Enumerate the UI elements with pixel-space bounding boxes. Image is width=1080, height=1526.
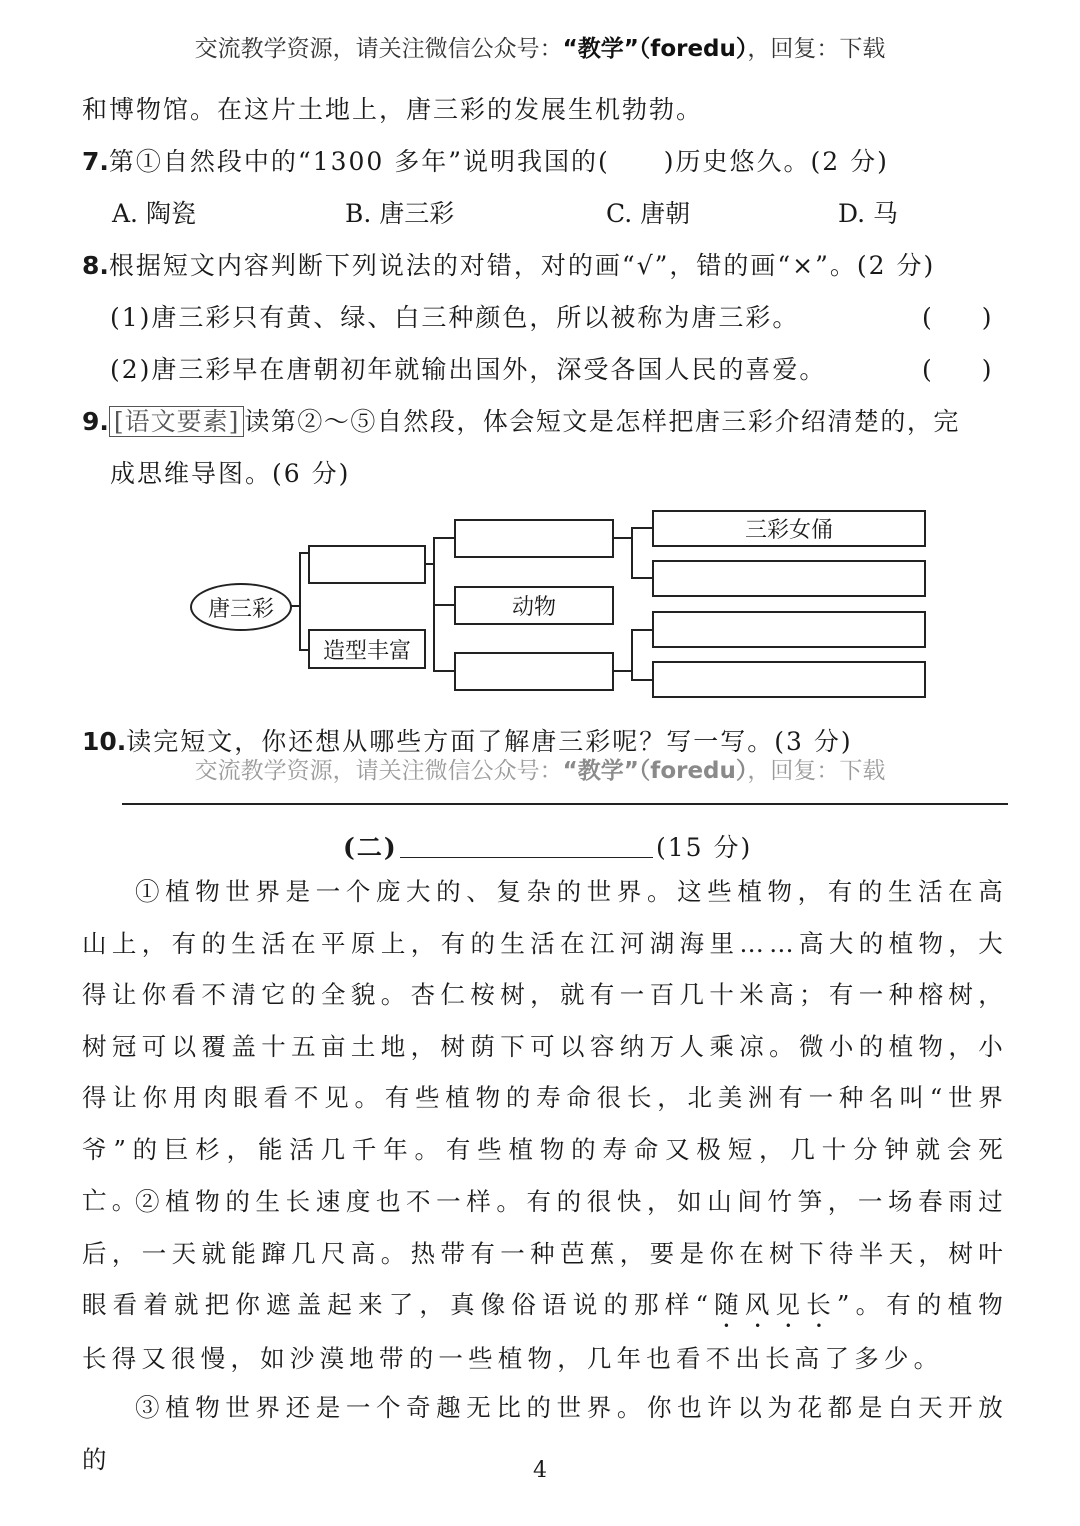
q8-answer-paren-2: ( ) <box>922 355 992 384</box>
mindmap-l3-figurine: 三彩女俑 <box>652 510 926 547</box>
top-watermark: 交流教学资源，请关注微信公众号：“教学”（foredu），回复：下载 <box>194 36 886 62</box>
passage-paragraph-2: ②植物的生长速度也不一样。有的很快，如山间竹笋，一场春雨过后，一天就能蹿几尺高。热带有一种芭蕉，要是你在树下待半天，树叶眼看着就把你遮盖起来了，真像俗语说的那样“随风见长”。有的植物长得又很慢，如沙漠地带的一些植物，几年也看不出长高了多少。 <box>82 1187 1008 1373</box>
q8-item-1: (1)唐三彩只有黄、绿、白三种颜色，所以被称为唐三彩。 <box>110 303 800 332</box>
mindmap-l2-animal: 动物 <box>454 586 614 625</box>
section-2-title-blank <box>400 857 653 858</box>
mindmap-l1-blank <box>308 545 426 584</box>
question-7: 7.第①自然段中的“1300 多年”说明我国的( )历史悠久。(2 分) <box>82 147 889 176</box>
passage-paragraph-3: ③植物世界还是一个奇趣无比的世界。你也许以为花都是白天开放的 <box>82 1393 1008 1474</box>
dotted-phrase: 随风见长 <box>713 1290 837 1319</box>
carryover-line: 和博物馆。在这片土地上，唐三彩的发展生机勃勃。 <box>82 95 704 124</box>
q7-option-a: A. 陶瓷 <box>112 199 196 228</box>
mindmap-root: 唐三彩 <box>190 583 292 631</box>
page-number: 4 <box>533 1458 547 1483</box>
mindmap-l3-blank-2 <box>652 611 926 648</box>
section-2-label: (二) <box>343 833 398 862</box>
q7-option-d: D. 马 <box>838 199 899 228</box>
question-8: 8.根据短文内容判断下列说法的对错，对的画“√”，错的画“×”。(2 分) <box>82 251 936 280</box>
mindmap-l3-blank-1 <box>652 560 926 597</box>
middle-watermark: 交流教学资源，请关注微信公众号：“教学”（foredu），回复：下载 <box>194 758 886 784</box>
question-9: 9. [语文要素] 读第②～⑤自然段，体会短文是怎样把唐三彩介绍清楚的，完 <box>82 407 960 436</box>
q8-item-2: (2)唐三彩早在唐朝初年就输出国外，深受各国人民的喜爱。 <box>110 355 827 384</box>
q9-tag: [语文要素] <box>109 406 245 437</box>
q7-option-b: B. 唐三彩 <box>345 199 455 228</box>
section-2-score: (15 分) <box>656 833 753 862</box>
mindmap-l3-blank-3 <box>652 661 926 698</box>
q8-answer-paren-1: ( ) <box>922 303 992 332</box>
mindmap-l2-blank-top <box>454 519 614 558</box>
passage-paragraph-1: ①植物世界是一个庞大的、复杂的世界。这些植物，有的生活在高山上，有的生活在平原上，有的生活在江河湖海里……高大的植物，大得让你看不清它的全貌。杏仁桉树，就有一百几十米高；有一种榕树，树冠可以覆盖十五亩土地，树荫下可以容纳万人乘凉。微小的植物，小得让你用肉眼看不见。有些植物的寿命很长，北美洲有一种名叫“世界爷”的巨杉，能活几千年。有些植物的寿命又极短，几十分钟就会死亡。 <box>82 877 1008 1215</box>
mindmap-l2-blank-bottom <box>454 652 614 691</box>
question-9-line-2: 成思维导图。(6 分) <box>110 459 351 488</box>
q10-answer-line <box>122 803 1008 805</box>
question-10: 10.读完短文，你还想从哪些方面了解唐三彩呢？写一写。(3 分) <box>82 727 853 756</box>
q7-option-c: C. 唐朝 <box>606 199 691 228</box>
mindmap-l1-shape: 造型丰富 <box>308 629 426 669</box>
